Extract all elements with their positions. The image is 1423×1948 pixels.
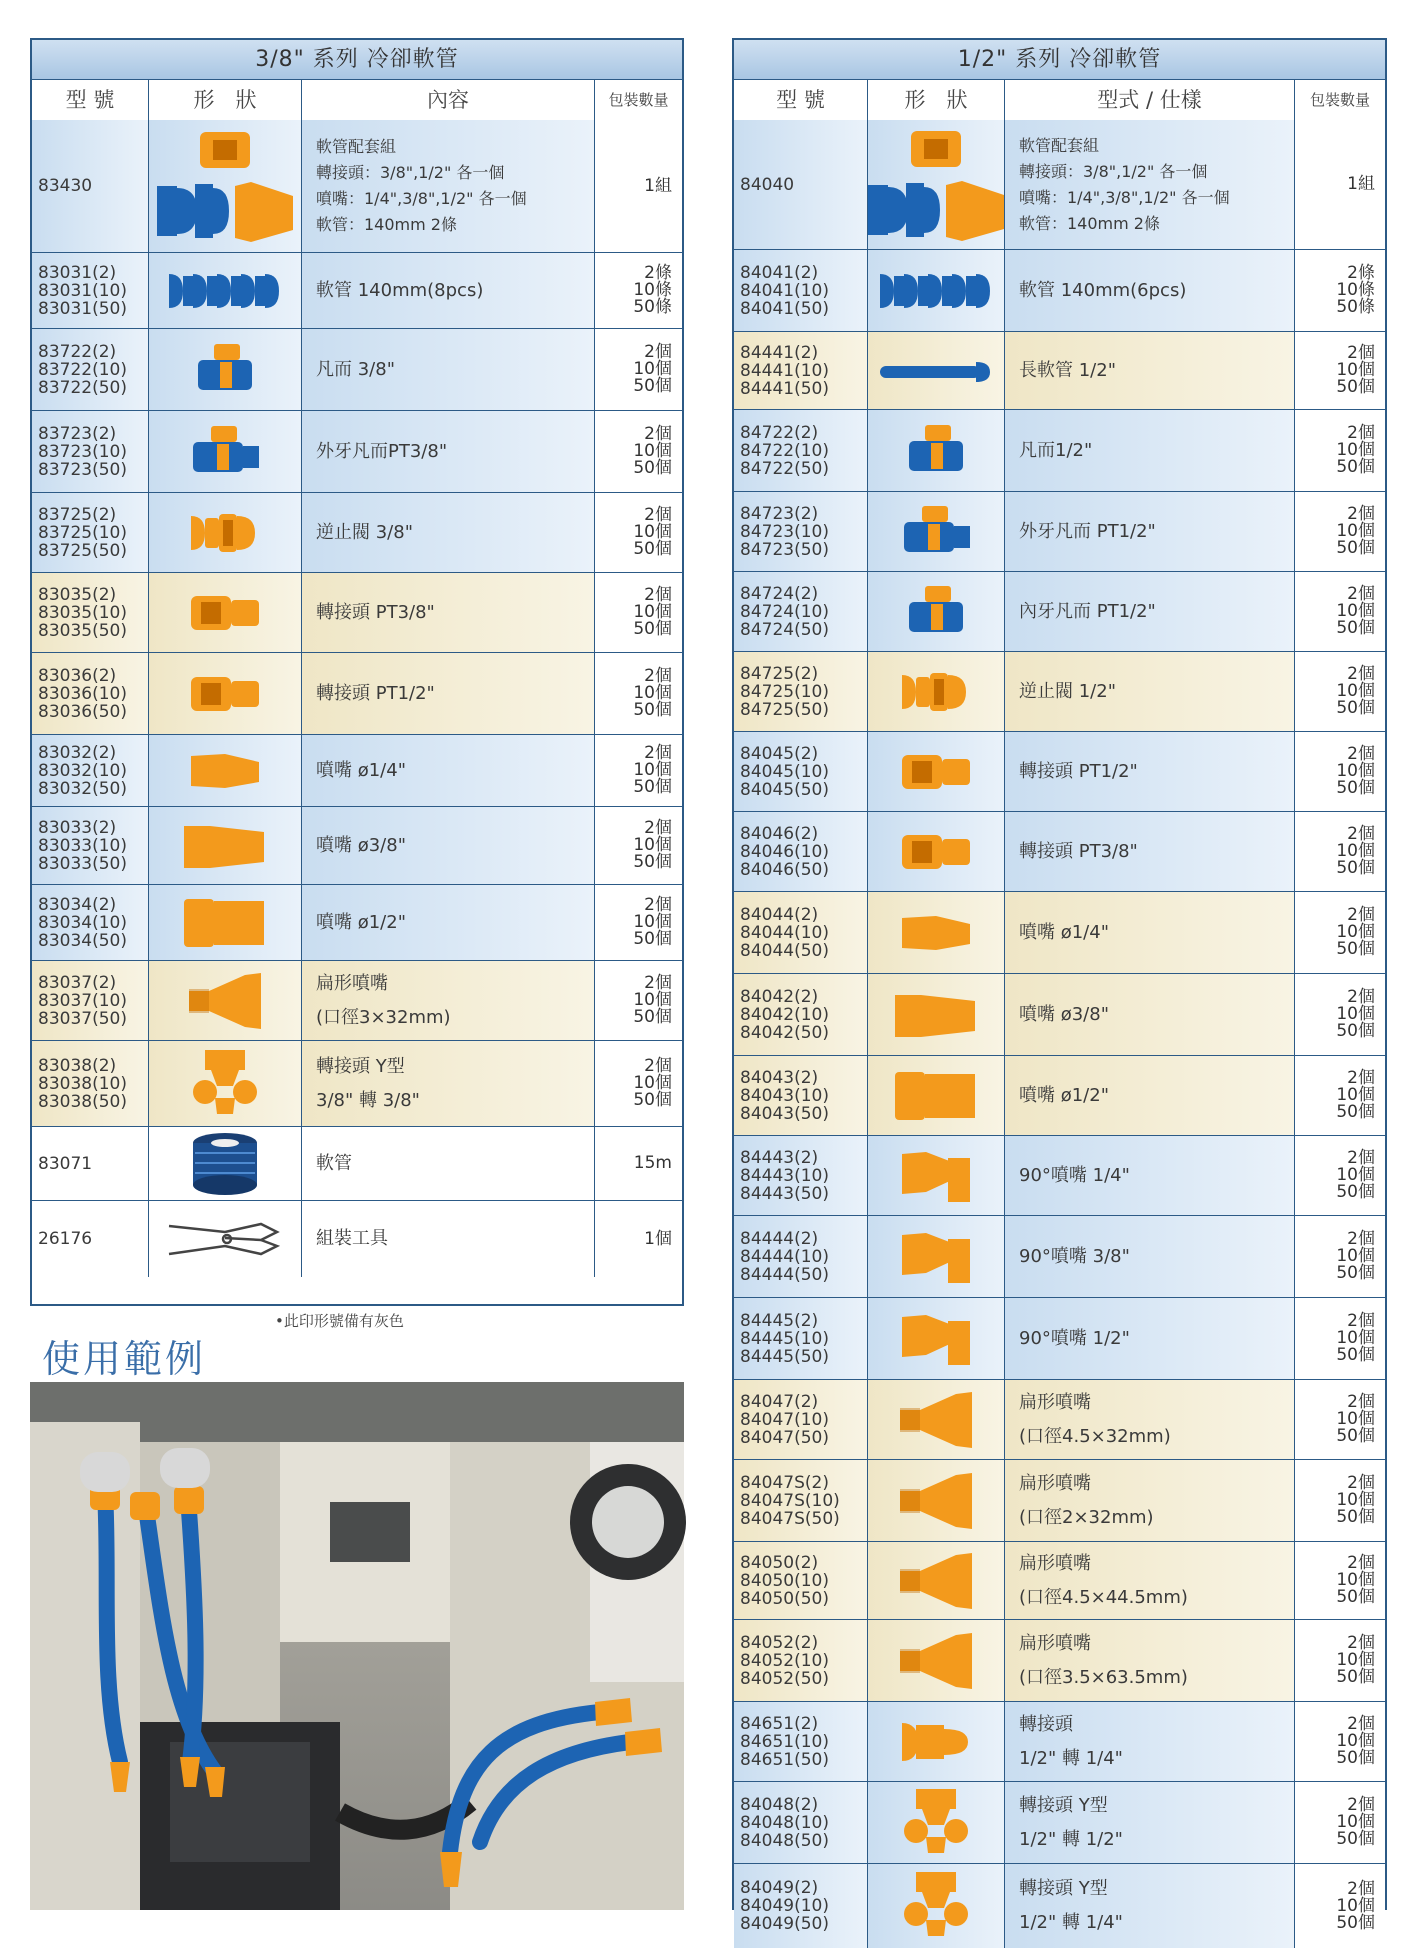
item-description: 噴嘴 ø3/8": [302, 807, 595, 884]
item-description: 扁形噴嘴 (口徑2×32mm): [1005, 1460, 1295, 1541]
valve-shape: [901, 584, 971, 640]
table-title: 1/2" 系列 冷卻軟管: [734, 40, 1385, 80]
model-number: 84724(2) 84724(10) 84724(50): [734, 572, 868, 651]
model-number: 83430: [32, 120, 149, 252]
item-description: 扁形噴嘴 (口徑4.5×44.5mm): [1005, 1542, 1295, 1619]
package-quantity: 2個 10個 50個: [595, 1041, 682, 1126]
nozzle-m-icon: [149, 807, 302, 884]
header-content: 內容: [302, 80, 595, 120]
table-header: [734, 80, 1385, 120]
table-1-2-series: [732, 38, 1387, 1934]
nozzle-m-icon: [868, 974, 1005, 1055]
nozzle-s-icon: [149, 735, 302, 806]
model-number: 84043(2) 84043(10) 84043(50): [734, 1056, 868, 1135]
model-number: 84048(2) 84048(10) 84048(50): [734, 1782, 868, 1863]
table-body: [32, 120, 682, 1277]
package-quantity: 2個 10個 50個: [595, 653, 682, 734]
item-description: 轉接頭 PT1/2": [302, 653, 595, 734]
adapter-icon: [149, 573, 302, 652]
adapter-shape: [187, 671, 263, 717]
model-number: 83036(2) 83036(10) 83036(50): [32, 653, 149, 734]
model-number: 84049(2) 84049(10) 84049(50): [734, 1864, 868, 1948]
y-icon: [868, 1782, 1005, 1863]
model-number: 84725(2) 84725(10) 84725(50): [734, 652, 868, 731]
table-row: [734, 572, 1385, 652]
header-shape: 形 狀: [149, 80, 302, 120]
model-number: 84040: [734, 120, 868, 249]
package-quantity: 2個 10個 50個: [1295, 1542, 1385, 1619]
flat-icon: [868, 1460, 1005, 1541]
package-quantity: 2個 10個 50個: [1295, 812, 1385, 891]
table-row: [32, 493, 682, 573]
model-number: 84047(2) 84047(10) 84047(50): [734, 1380, 868, 1459]
nozzle-s-shape: [896, 908, 976, 958]
item-description: 轉接頭 PT1/2": [1005, 732, 1295, 811]
model-number: 83034(2) 83034(10) 83034(50): [32, 885, 149, 960]
item-description: 轉接頭 Y型 1/2" 轉 1/4": [1005, 1864, 1295, 1948]
hose-shape: [876, 266, 996, 316]
item-description: 軟管: [302, 1127, 595, 1200]
item-description: 噴嘴 ø1/4": [302, 735, 595, 806]
adapter-shape: [187, 590, 263, 636]
model-number: 83032(2) 83032(10) 83032(50): [32, 735, 149, 806]
adapter-shape: [898, 749, 974, 795]
item-description: 軟管配套組 轉接頭：3/8",1/2" 各一個 噴嘴：1/4",3/8",1/2" 各一個 軟管：140mm 2條: [1005, 120, 1295, 249]
table-row: [32, 573, 682, 653]
adapter-icon: [868, 812, 1005, 891]
model-number: 84722(2) 84722(10) 84722(50): [734, 410, 868, 491]
elbow-shape: [896, 1146, 976, 1206]
flat-shape: [185, 971, 265, 1031]
usage-example-title: 使用範例: [42, 1337, 207, 1381]
model-number: 84651(2) 84651(10) 84651(50): [734, 1702, 868, 1781]
adapter-shape: [898, 829, 974, 875]
valve-m-icon: [868, 492, 1005, 571]
package-quantity: 2個 10個 50個: [1295, 1782, 1385, 1863]
package-quantity: 2條 10條 50條: [595, 253, 682, 328]
table-header: [32, 80, 682, 120]
item-description: 噴嘴 ø1/2": [302, 885, 595, 960]
elbow-icon: [868, 1298, 1005, 1379]
usage-example-photo: [30, 1382, 684, 1910]
package-quantity: 2個 10個 50個: [595, 735, 682, 806]
roll-shape: [185, 1129, 265, 1199]
valve-shape: [190, 342, 260, 398]
valve-icon: [868, 572, 1005, 651]
model-number: 84044(2) 84044(10) 84044(50): [734, 892, 868, 973]
table-row: [734, 410, 1385, 492]
table-body: [734, 120, 1385, 1948]
table-row: [734, 250, 1385, 332]
item-description: 長軟管 1/2": [1005, 332, 1295, 409]
flat-icon: [868, 1380, 1005, 1459]
model-number: 83033(2) 83033(10) 83033(50): [32, 807, 149, 884]
table-row: [734, 120, 1385, 250]
item-description: 轉接頭 PT3/8": [302, 573, 595, 652]
table-row: [32, 120, 682, 253]
model-number: 83725(2) 83725(10) 83725(50): [32, 493, 149, 572]
model-number: 84723(2) 84723(10) 84723(50): [734, 492, 868, 571]
package-quantity: 15m: [595, 1127, 682, 1200]
kit-icon: [868, 120, 1005, 249]
table-row: [32, 653, 682, 735]
package-quantity: 2個 10個 50個: [1295, 1702, 1385, 1781]
model-number: 84042(2) 84042(10) 84042(50): [734, 974, 868, 1055]
valve-m-shape: [185, 424, 265, 480]
gray-color-note: •此印形號備有灰色: [275, 1312, 404, 1330]
package-quantity: 2個 10個 50個: [1295, 1460, 1385, 1541]
model-number: 83723(2) 83723(10) 83723(50): [32, 411, 149, 492]
item-description: 軟管配套組 轉接頭：3/8",1/2" 各一個 噴嘴：1/4",3/8",1/2" 各一個 軟管：140mm 2條: [302, 120, 595, 252]
flat-icon: [868, 1542, 1005, 1619]
nozzle-m-shape: [891, 987, 981, 1043]
package-quantity: 2個 10個 50個: [1295, 1620, 1385, 1701]
table-row: [734, 1702, 1385, 1782]
table-row: [32, 253, 682, 329]
valve-shape: [901, 423, 971, 479]
model-number: 26176: [32, 1201, 149, 1277]
package-quantity: 2個 10個 50個: [595, 493, 682, 572]
package-quantity: 2個 10個 50個: [1295, 1136, 1385, 1215]
nozzle-l-shape: [891, 1066, 981, 1126]
tool-shape: [165, 1214, 285, 1264]
y-icon: [868, 1864, 1005, 1948]
package-quantity: 2個 10個 50個: [1295, 892, 1385, 973]
elbow-shape: [896, 1309, 976, 1369]
model-number: 84047S(2) 84047S(10) 84047S(50): [734, 1460, 868, 1541]
nozzle-l-shape: [180, 893, 270, 953]
model-number: 84444(2) 84444(10) 84444(50): [734, 1216, 868, 1297]
longhose-shape: [876, 356, 996, 386]
table-row: [734, 732, 1385, 812]
elbow-icon: [868, 1216, 1005, 1297]
package-quantity: 2個 10個 50個: [1295, 1056, 1385, 1135]
valve-m-shape: [896, 504, 976, 560]
flat-icon: [868, 1620, 1005, 1701]
flat-shape: [896, 1551, 976, 1611]
kit-icon: [149, 120, 302, 252]
model-number: 84045(2) 84045(10) 84045(50): [734, 732, 868, 811]
table-row: [734, 892, 1385, 974]
item-description: 轉接頭 Y型 1/2" 轉 1/2": [1005, 1782, 1295, 1863]
valve-icon: [149, 329, 302, 410]
table-row: [734, 1298, 1385, 1380]
table-row: [32, 807, 682, 885]
model-number: 83038(2) 83038(10) 83038(50): [32, 1041, 149, 1126]
nozzle-l-icon: [868, 1056, 1005, 1135]
package-quantity: 2條 10條 50條: [1295, 250, 1385, 331]
y-icon: [149, 1041, 302, 1126]
table-row: [32, 735, 682, 807]
item-description: 凡而1/2": [1005, 410, 1295, 491]
package-quantity: 2個 10個 50個: [595, 329, 682, 410]
header-qty: 包裝數量: [1295, 80, 1385, 120]
flat-shape: [896, 1631, 976, 1691]
check-icon: [868, 652, 1005, 731]
package-quantity: 2個 10個 50個: [1295, 332, 1385, 409]
header-shape: 形 狀: [868, 80, 1005, 120]
package-quantity: 2個 10個 50個: [1295, 492, 1385, 571]
valve-icon: [868, 410, 1005, 491]
table-row: [32, 411, 682, 493]
item-description: 轉接頭 Y型 3/8" 轉 3/8": [302, 1041, 595, 1126]
adapter-icon: [868, 732, 1005, 811]
item-description: 內牙凡而 PT1/2": [1005, 572, 1295, 651]
roll-icon: [149, 1127, 302, 1200]
flat-shape: [896, 1471, 976, 1531]
package-quantity: 2個 10個 50個: [1295, 410, 1385, 491]
table-row: [32, 961, 682, 1041]
reducer-icon: [868, 1702, 1005, 1781]
table-row: [734, 332, 1385, 410]
item-description: 組裝工具: [302, 1201, 595, 1277]
package-quantity: 2個 10個 50個: [595, 411, 682, 492]
package-quantity: 2個 10個 50個: [595, 573, 682, 652]
table-row: [734, 1782, 1385, 1864]
hose-icon: [868, 250, 1005, 331]
table-row: [32, 885, 682, 961]
table-row: [734, 974, 1385, 1056]
table-row: [32, 329, 682, 411]
tool-icon: [149, 1201, 302, 1277]
model-number: 84052(2) 84052(10) 84052(50): [734, 1620, 868, 1701]
model-number: 83037(2) 83037(10) 83037(50): [32, 961, 149, 1040]
table-row: [734, 1864, 1385, 1948]
item-description: 90°噴嘴 1/2": [1005, 1298, 1295, 1379]
item-description: 扁形噴嘴 (口徑3.5×63.5mm): [1005, 1620, 1295, 1701]
table-row: [32, 1201, 682, 1277]
model-number: 84050(2) 84050(10) 84050(50): [734, 1542, 868, 1619]
package-quantity: 2個 10個 50個: [595, 807, 682, 884]
y-shape: [185, 1048, 265, 1120]
item-description: 噴嘴 ø3/8": [1005, 974, 1295, 1055]
item-description: 凡而 3/8": [302, 329, 595, 410]
model-number: 83031(2) 83031(10) 83031(50): [32, 253, 149, 328]
header-spec: 型式 / 仕樣: [1005, 80, 1295, 120]
table-row: [734, 1056, 1385, 1136]
table-row: [734, 812, 1385, 892]
nozzle-m-shape: [180, 818, 270, 874]
y-shape: [896, 1787, 976, 1859]
table-title: 3/8" 系列 冷卻軟管: [32, 40, 682, 80]
package-quantity: 2個 10個 50個: [1295, 1380, 1385, 1459]
header-model: 型 號: [734, 80, 868, 120]
item-description: 外牙凡而PT3/8": [302, 411, 595, 492]
nozzle-s-icon: [868, 892, 1005, 973]
valve-m-icon: [149, 411, 302, 492]
item-description: 噴嘴 ø1/4": [1005, 892, 1295, 973]
flat-icon: [149, 961, 302, 1040]
flat-shape: [896, 1390, 976, 1450]
item-description: 軟管 140mm(8pcs): [302, 253, 595, 328]
table-row: [734, 1216, 1385, 1298]
package-quantity: 1組: [595, 120, 682, 252]
package-quantity: 2個 10個 50個: [1295, 652, 1385, 731]
table-row: [32, 1127, 682, 1201]
elbow-icon: [868, 1136, 1005, 1215]
hose-icon: [149, 253, 302, 328]
package-quantity: 2個 10個 50個: [1295, 1864, 1385, 1948]
elbow-shape: [896, 1227, 976, 1287]
check-shape: [898, 669, 974, 715]
package-quantity: 1個: [595, 1201, 682, 1277]
model-number: 84441(2) 84441(10) 84441(50): [734, 332, 868, 409]
package-quantity: 2個 10個 50個: [595, 961, 682, 1040]
model-number: 83071: [32, 1127, 149, 1200]
item-description: 外牙凡而 PT1/2": [1005, 492, 1295, 571]
model-number: 83722(2) 83722(10) 83722(50): [32, 329, 149, 410]
item-description: 90°噴嘴 3/8": [1005, 1216, 1295, 1297]
kit-shape: [866, 125, 1006, 245]
table-row: [734, 1542, 1385, 1620]
table-row: [734, 1380, 1385, 1460]
package-quantity: 1組: [1295, 120, 1385, 249]
item-description: 轉接頭 1/2" 轉 1/4": [1005, 1702, 1295, 1781]
table-row: [734, 1620, 1385, 1702]
model-number: 84046(2) 84046(10) 84046(50): [734, 812, 868, 891]
header-qty: 包裝數量: [595, 80, 682, 120]
table-row: [734, 652, 1385, 732]
table-3-8-series: [30, 38, 684, 1306]
longhose-icon: [868, 332, 1005, 409]
package-quantity: 2個 10個 50個: [1295, 974, 1385, 1055]
item-description: 轉接頭 PT3/8": [1005, 812, 1295, 891]
table-row: [734, 1460, 1385, 1542]
item-description: 90°噴嘴 1/4": [1005, 1136, 1295, 1215]
y-shape: [896, 1870, 976, 1942]
check-shape: [187, 510, 263, 556]
model-number: 84445(2) 84445(10) 84445(50): [734, 1298, 868, 1379]
package-quantity: 2個 10個 50個: [1295, 572, 1385, 651]
hose-shape: [165, 266, 285, 316]
table-row: [734, 1136, 1385, 1216]
table-row: [32, 1041, 682, 1127]
item-description: 逆止閥 1/2": [1005, 652, 1295, 731]
header-model: 型 號: [32, 80, 149, 120]
kit-shape: [155, 126, 295, 246]
item-description: 扁形噴嘴 (口徑3×32mm): [302, 961, 595, 1040]
package-quantity: 2個 10個 50個: [595, 885, 682, 960]
nozzle-l-icon: [149, 885, 302, 960]
package-quantity: 2個 10個 50個: [1295, 732, 1385, 811]
table-row: [734, 492, 1385, 572]
package-quantity: 2個 10個 50個: [1295, 1298, 1385, 1379]
item-description: 軟管 140mm(6pcs): [1005, 250, 1295, 331]
model-number: 84041(2) 84041(10) 84041(50): [734, 250, 868, 331]
item-description: 噴嘴 ø1/2": [1005, 1056, 1295, 1135]
reducer-shape: [898, 1717, 974, 1767]
item-description: 扁形噴嘴 (口徑4.5×32mm): [1005, 1380, 1295, 1459]
model-number: 83035(2) 83035(10) 83035(50): [32, 573, 149, 652]
check-icon: [149, 493, 302, 572]
model-number: 84443(2) 84443(10) 84443(50): [734, 1136, 868, 1215]
package-quantity: 2個 10個 50個: [1295, 1216, 1385, 1297]
item-description: 逆止閥 3/8": [302, 493, 595, 572]
nozzle-s-shape: [185, 746, 265, 796]
adapter-icon: [149, 653, 302, 734]
